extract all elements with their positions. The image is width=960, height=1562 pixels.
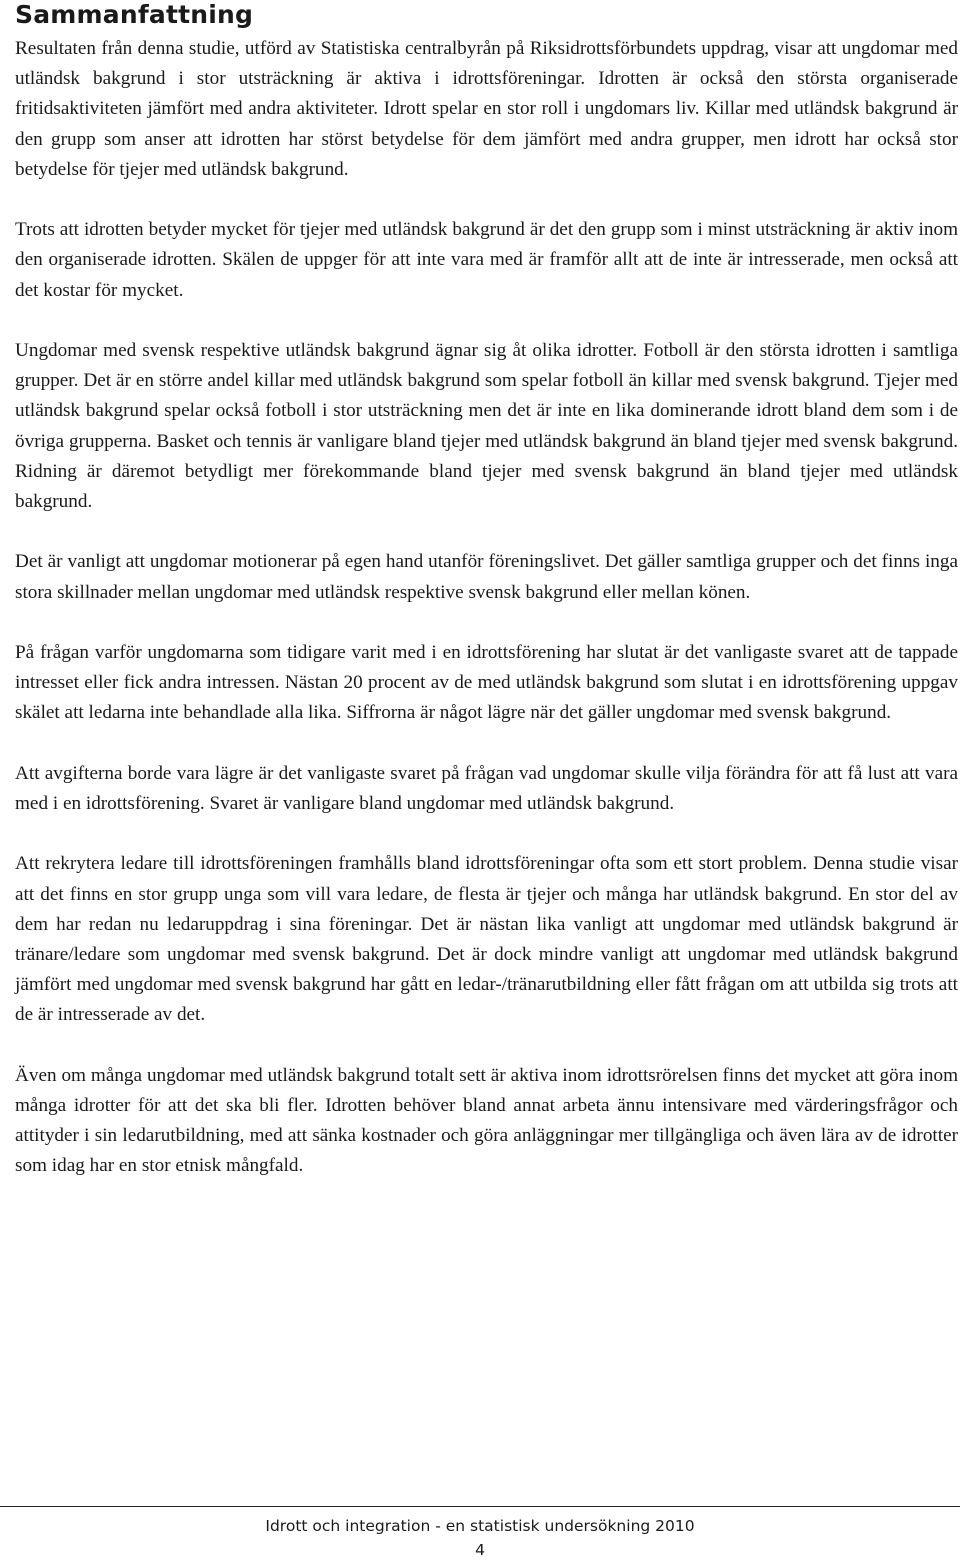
page-title: Sammanfattning <box>15 0 254 29</box>
paragraph: Att avgifterna borde vara lägre är det vanligaste svaret på frågan vad ungdomar skulle vilja förändra för att få lust att vara med i en idrottsförening. Svaret är vanligare bland ungdomar med utländsk bakgrund. <box>15 762 958 814</box>
page <box>15 0 957 30</box>
paragraph: Det är vanligt att ungdomar motionerar på egen hand utanför föreningslivet. Det gäller samtliga grupper och det finns inga stora skillnader mellan ungdomar med utländsk respektive svensk bakgrund eller mellan könen. <box>15 551 958 603</box>
summary-body <box>15 34 958 1212</box>
page-footer <box>0 1516 960 1561</box>
paragraph: På frågan varför ungdomarna som tidigare varit med i en idrottsförening har slutat är det vanligaste svaret att de tappade intresset eller fick andra intressen. Nästan 20 procent av de med utländsk bakgrund som slutat i en idrottsförening uppgav skälet att ledarna inte behandlade alla lika. Siffrorna är något lägre när det gäller ungdomar med svensk bakgrund. <box>15 642 958 724</box>
paragraph: Att rekrytera ledare till idrottsföreningen framhålls bland idrottsföreningar ofta som ett stort problem. Denna studie visar att det finns en stor grupp unga som vill vara ledare, de flesta är tjejer och många har utländsk bakgrund. En stor del av dem har redan nu ledaruppdrag i sina föreningar. Det är nästan lika vanligt att ungdomar med utländsk bakgrund är tränare/ledare som ungdomar med svensk bakgrund. Det är dock mindre vanligt att ungdomar med utländsk bakgrund jämfört med ungdomar med svensk bakgrund har gått en ledar-/tränarutbildning eller fått frågan om att utbilda sig trots att de är intresserade av det. <box>15 853 958 1026</box>
paragraph: Resultaten från denna studie, utförd av Statistiska centralbyrån på Riksidrottsförbundets uppdrag, visar att ungdomar med utländsk bakgrund i stor utsträckning är aktiva i idrottsföreningar. Idrotten är också den största organiserade fritidsaktiviteten jämfört med andra aktiviteter. Idrott spelar en stor roll i ungdomars liv. Killar med utländsk bakgrund är den grupp som anser att idrotten har störst betydelse för dem jämfört med andra grupper, men idrott har också stor betydelse för tjejer med utländsk bakgrund. <box>15 38 958 180</box>
footer-divider <box>0 1506 960 1507</box>
paragraph: Ungdomar med svensk respektive utländsk bakgrund ägnar sig åt olika idrotter. Fotboll är den största idrotten i samtliga grupper. Det är en större andel killar med utländsk bakgrund som spelar fotboll än killar med svensk bakgrund. Tjejer med utländsk bakgrund spelar också fotboll i stor utsträckning men det är inte en lika dominerande idrott bland dem som i de övriga grupperna. Basket och tennis är vanligare bland tjejer med utländsk bakgrund än bland tjejer med svensk bakgrund. Ridning är däremot betydligt mer förekommande bland tjejer med svensk bakgrund än bland tjejer med utländsk bakgrund. <box>15 340 958 513</box>
page-number: 4 <box>475 1541 485 1559</box>
paragraph: Även om många ungdomar med utländsk bakgrund totalt sett är aktiva inom idrottsrörelsen finns det mycket att göra inom många idrotter för att det ska bli fler. Idrotten behöver bland annat arbeta ännu intensivare med värderingsfrågor och attityder i sin ledarutbildning, med att sänka kostnader och göra anläggningar mer tillgängliga och även lära av de idrotter som idag har en stor etnisk mångfald. <box>15 1064 958 1177</box>
footer-caption: Idrott och integration - en statistisk undersökning 2010 <box>265 1517 695 1535</box>
paragraph: Trots att idrotten betyder mycket för tjejer med utländsk bakgrund är det den grupp som i minst utsträckning är aktiv inom den organiserade idrotten. Skälen de uppger för att inte vara med är framför allt att de inte är intresserade, men också att det kostar för mycket. <box>15 219 958 301</box>
